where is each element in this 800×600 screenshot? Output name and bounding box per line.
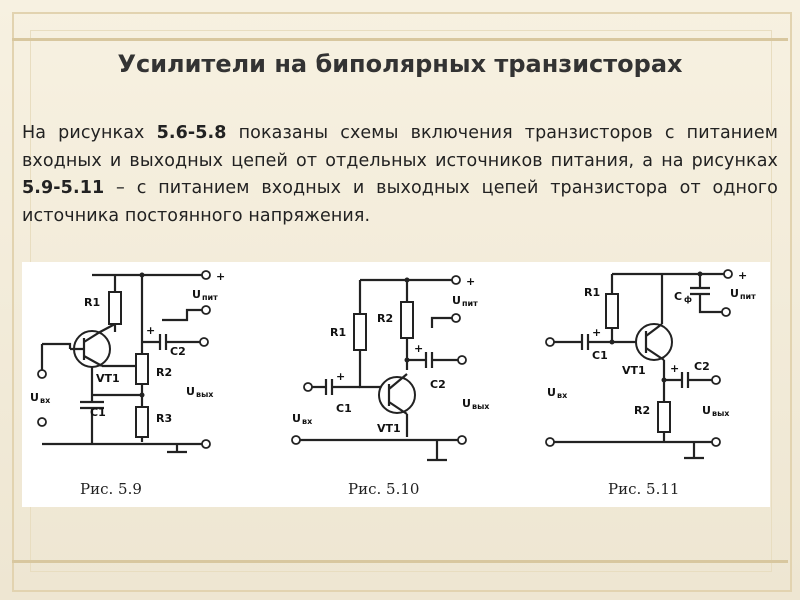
plus-c2-label: +: [414, 342, 424, 355]
terminal: [38, 370, 46, 378]
r2-label: R2: [156, 366, 173, 379]
decorative-line: [12, 560, 788, 563]
upit-label: U: [452, 294, 461, 307]
terminal: [202, 271, 210, 279]
figure-5-11: [546, 269, 756, 458]
figure-caption-5-10: Рис. 5.10: [348, 480, 420, 498]
uin-sub-label: вх: [557, 391, 568, 400]
r2-label: R2: [634, 404, 651, 417]
resistor-r2: [401, 302, 413, 338]
figure-ref: 5.6-5.8: [156, 123, 227, 143]
uout-label: U: [186, 385, 195, 398]
uin-label: U: [30, 391, 39, 404]
vt1-label: VT1: [622, 364, 646, 377]
terminal: [712, 376, 720, 384]
terminal: [458, 436, 466, 444]
uin-label: U: [547, 386, 556, 399]
decorative-line: [12, 38, 788, 41]
text-run: – с питанием входных и выходных цепей транзистора от одного источника постоянного напряжения.: [22, 178, 778, 226]
plus-label: +: [216, 270, 226, 283]
terminal: [546, 438, 554, 446]
figure-caption-5-11: Рис. 5.11: [608, 480, 680, 498]
figure-5-10: [292, 275, 490, 460]
uin-sub-label: вх: [302, 417, 313, 426]
resistor-r1: [606, 294, 618, 328]
r3-label: R3: [156, 412, 173, 425]
terminal: [722, 308, 730, 316]
circuit-diagrams-svg: [22, 262, 770, 507]
uout-sub-label: вых: [712, 409, 730, 418]
plus-c1-label: +: [336, 370, 346, 383]
terminal: [452, 276, 460, 284]
terminal: [202, 306, 210, 314]
r2-label: R2: [377, 312, 394, 325]
figure-caption-5-9: Рис. 5.9: [80, 480, 142, 498]
uin-label: U: [292, 412, 301, 425]
upit-label: U: [730, 287, 739, 300]
plus-label: +: [738, 269, 748, 282]
vt1-label: VT1: [96, 372, 120, 385]
body-paragraph: [22, 120, 778, 230]
c1-label: C1: [90, 406, 106, 419]
resistor-r2: [658, 402, 670, 432]
resistor-r2: [136, 354, 148, 384]
r1-label: R1: [330, 326, 347, 339]
cf-sub-label: ф: [684, 295, 692, 304]
uout-sub-label: вых: [472, 402, 490, 411]
uout-label: U: [462, 397, 471, 410]
upit-sub-label: пит: [740, 292, 756, 301]
circuit-diagrams-panel: [22, 262, 770, 507]
terminal: [38, 418, 46, 426]
upit-label: U: [192, 288, 201, 301]
terminal: [304, 383, 312, 391]
resistor-r1: [109, 292, 121, 324]
upit-sub-label: пит: [202, 293, 218, 302]
uout-label: U: [702, 404, 711, 417]
upit-sub-label: пит: [462, 299, 478, 308]
slide-title: Усилители на биполярных транзисторах: [117, 50, 683, 78]
text-run: На рисунках: [22, 123, 157, 143]
c1-label: C1: [592, 349, 608, 362]
c2-label: C2: [430, 378, 446, 391]
uout-sub-label: вых: [196, 390, 214, 399]
terminal: [200, 338, 208, 346]
terminal: [458, 356, 466, 364]
r1-label: R1: [84, 296, 101, 309]
plus-c2-label: +: [670, 362, 680, 375]
c2-label: C2: [694, 360, 710, 373]
terminal: [712, 438, 720, 446]
figure-5-9: [30, 270, 225, 452]
terminal: [724, 270, 732, 278]
c2-label: C2: [170, 345, 186, 358]
figure-ref: 5.9-5.11: [22, 178, 105, 198]
cf-label: C: [674, 290, 683, 303]
resistor-r3: [136, 407, 148, 437]
terminal: [292, 436, 300, 444]
text-run: показаны схемы включения транзисторов с питанием входных и выходных цепей от отдельных источников питания, а на рисунках: [22, 123, 778, 171]
terminal: [202, 440, 210, 448]
terminal: [452, 314, 460, 322]
uin-sub-label: вх: [40, 396, 51, 405]
plus-c2-label: +: [146, 324, 156, 337]
plus-label: +: [466, 275, 476, 288]
vt1-label: VT1: [377, 422, 401, 435]
r1-label: R1: [584, 286, 601, 299]
plus-c1-label: +: [592, 326, 602, 339]
terminal: [546, 338, 554, 346]
resistor-r1: [354, 314, 366, 350]
c1-label: C1: [336, 402, 352, 415]
